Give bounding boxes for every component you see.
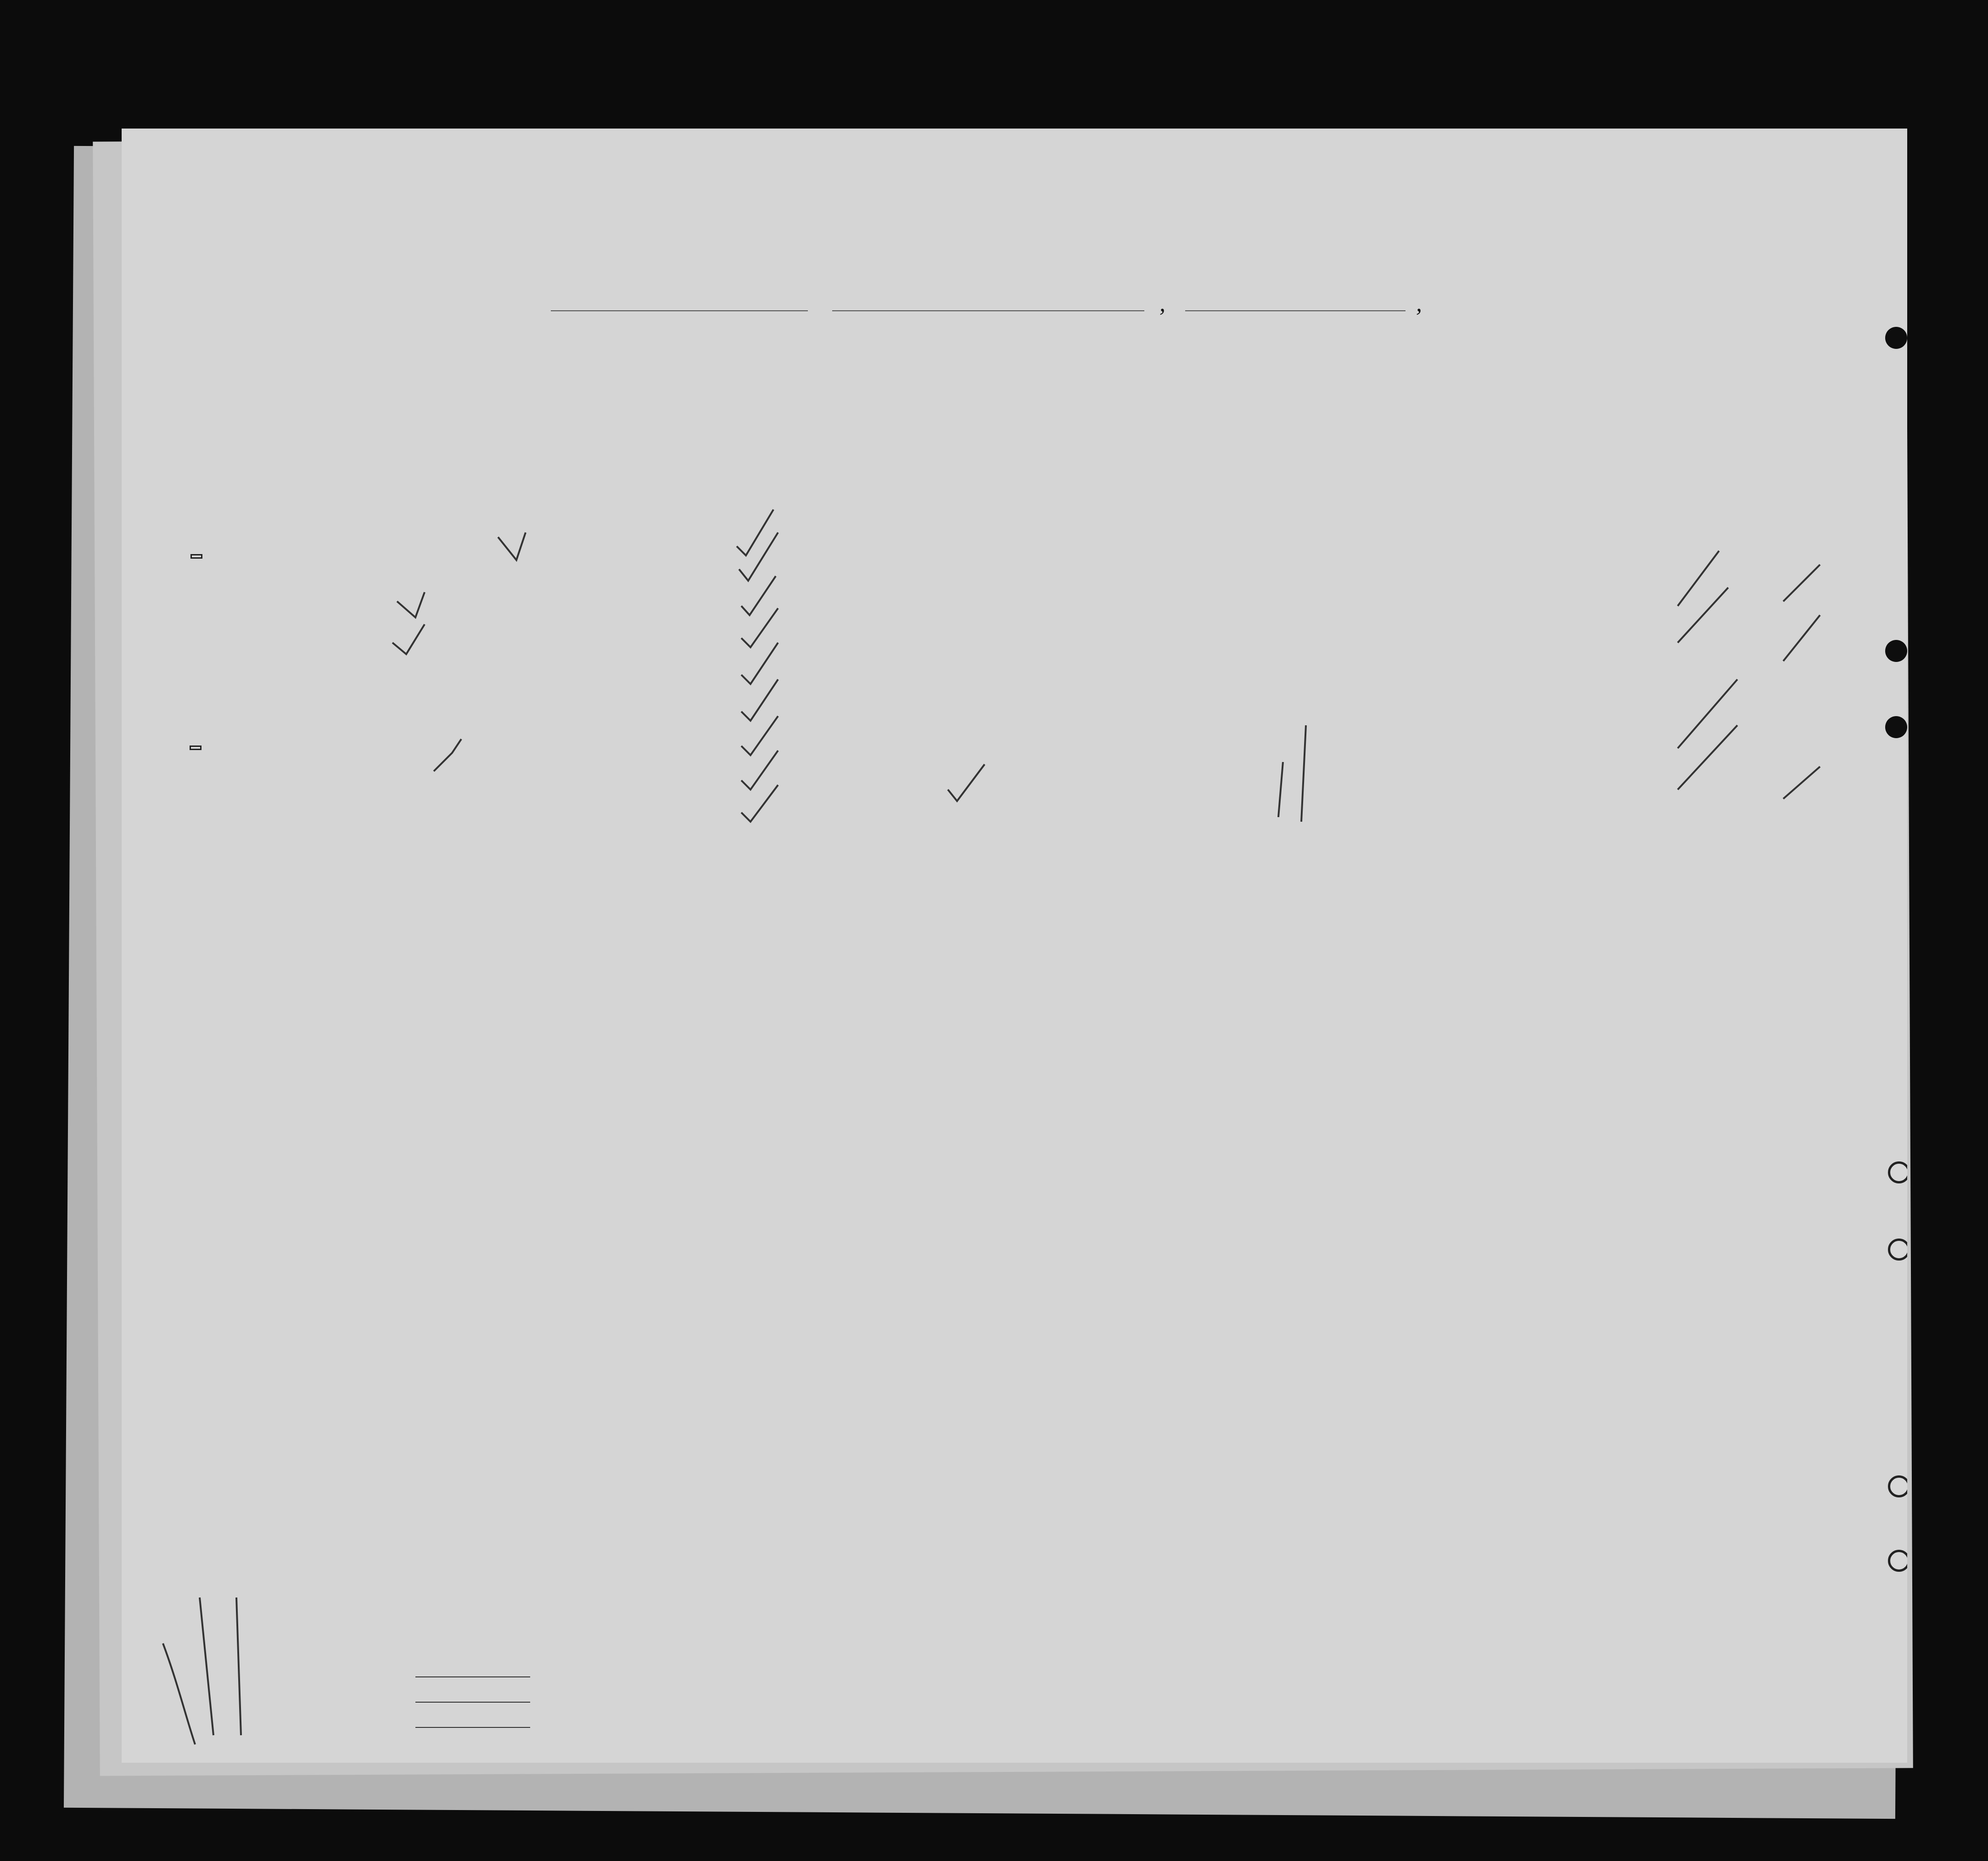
tick-stroke xyxy=(1783,767,1820,799)
margin-mark xyxy=(236,1598,241,1735)
tick-stroke xyxy=(1678,551,1719,606)
checkmark-icon xyxy=(741,608,778,647)
checkmark-icon xyxy=(434,739,461,771)
checkmark-icon xyxy=(741,751,778,790)
checkmark-icon xyxy=(392,624,425,654)
margin-mark xyxy=(163,1643,195,1744)
tick-stroke xyxy=(1783,615,1820,661)
tick-stroke xyxy=(1783,565,1820,601)
checkmark-icon xyxy=(498,533,526,560)
voyage-line: , , xyxy=(551,290,1431,317)
handwritten-marks xyxy=(122,129,1907,1763)
ditto-stroke xyxy=(1301,725,1306,822)
checkmark-icon xyxy=(741,785,778,822)
checkmark-icon xyxy=(739,533,778,581)
checkmark-icon xyxy=(741,576,776,615)
checkmark-icon xyxy=(741,716,778,755)
tick-stroke xyxy=(1678,679,1737,748)
margin-mark xyxy=(200,1598,213,1735)
checkmark-icon xyxy=(741,643,778,684)
checkmark-icon xyxy=(741,679,778,721)
manifest-sheet xyxy=(122,129,1907,1763)
tick-stroke xyxy=(1678,725,1737,790)
checkmark-icon xyxy=(397,592,425,617)
ditto-stroke xyxy=(1278,762,1283,817)
checkmark-icon xyxy=(948,764,985,801)
